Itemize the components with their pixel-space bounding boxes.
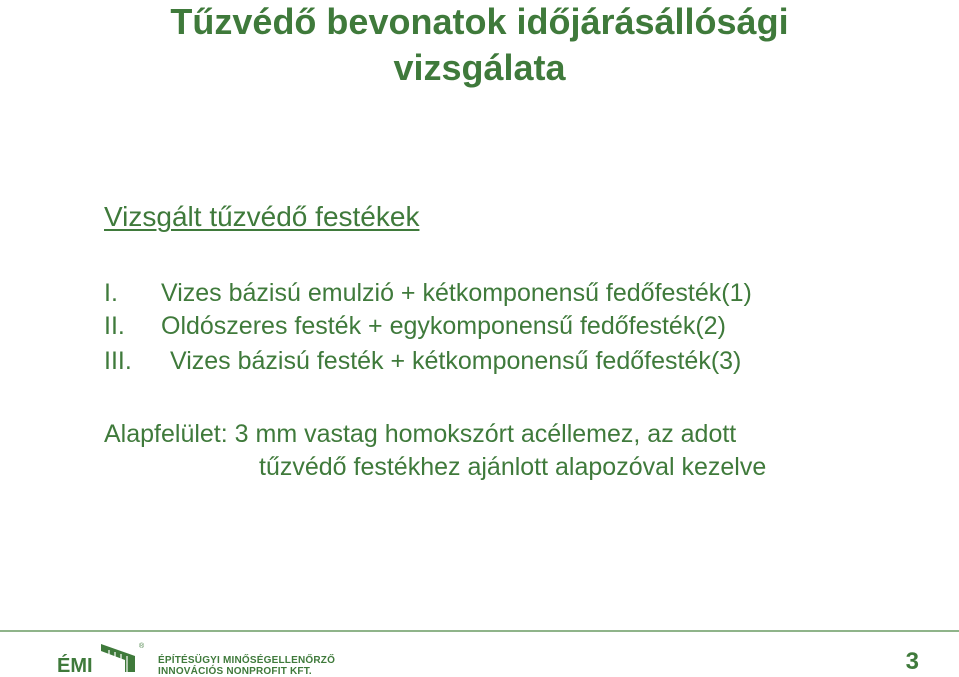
list-item-text: Vizes bázisú emulzió + kétkomponensű fedőfesték(1) — [161, 279, 752, 307]
organization-name-line-1: ÉPÍTÉSÜGYI MINŐSÉGELLENŐRZŐ — [158, 655, 336, 666]
base-surface-text — [104, 418, 767, 481]
logo-wordmark: ÉMI — [57, 655, 93, 674]
list-item-text: Oldószeres festék + egykomponensű fedőfesték(2) — [161, 312, 726, 340]
emi-logo — [57, 636, 147, 674]
base-surface-line-1: Alapfelület: 3 mm vastag homokszórt acéllemez, az adott — [104, 420, 737, 448]
list-item-number: III. — [104, 347, 132, 375]
organization-name-line-2: INNOVÁCIÓS NONPROFIT KFT. — [158, 666, 312, 677]
section-heading: Vizsgált tűzvédő festékek — [104, 201, 420, 232]
base-surface-line-2: tűzvédő festékhez ajánlott alapozóval kezelve — [259, 453, 767, 481]
slide-title-line-1: Tűzvédő bevonatok időjárásállósági — [170, 1, 789, 42]
list-item-number: I. — [104, 279, 118, 307]
organization-name — [158, 655, 335, 677]
list-item-number: II. — [104, 312, 125, 340]
page-number: 3 — [905, 648, 919, 675]
footer-divider — [0, 630, 959, 632]
slide-title-line-2: vizsgálata — [393, 47, 566, 88]
list-item-text: Vizes bázisú festék + kétkomponensű fedőfesték(3) — [170, 347, 742, 375]
registered-mark: ® — [139, 643, 145, 650]
